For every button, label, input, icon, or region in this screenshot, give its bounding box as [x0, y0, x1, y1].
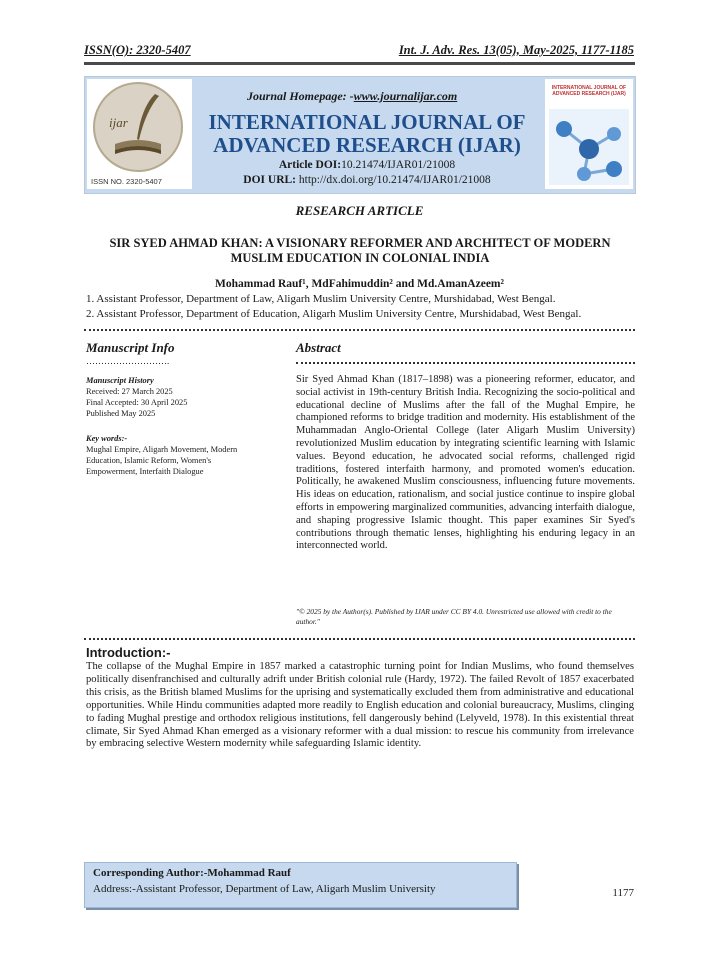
keywords-block	[86, 433, 261, 477]
published-date: Published May 2025	[86, 409, 156, 418]
doi-url	[197, 174, 537, 186]
abstract-divider	[296, 362, 635, 364]
introduction-text: The collapse of the Mughal Empire in 1857 marked a catastrophic turning point for Indian Muslims, who found themselves politically disenfranchised and culturally adrift under British colonial rule (Hardy, 1972). The failed Revolt of 1857 exacerbated this crisis, as the British blamed Muslims for the uprising and systematically excluded them from administrative and educational opportunities. While Hindu communities adapted more readily to English education and colonial bureaucracy, Muslims, clinging to fading Mughal prestige and orthodox religious institutions, fell dangerously behind (Lelyveld, 1978). In this existential threat climate, Sir Syed Ahmad Khan emerged as a visionary reformer with a dual mission: to rescue his community from irrelevance by embracing selective Western modernity while safeguarding Islamic identity.	[86, 661, 634, 750]
journal-homepage	[247, 89, 457, 104]
corresponding-author-label: Corresponding Author:-Mohammad Rauf	[93, 867, 291, 879]
divider-dotted	[84, 329, 635, 331]
affiliation-1: 1. Assistant Professor, Department of Law, Aligarh Muslim University Centre, Murshidabad, West Bengal.	[86, 293, 556, 305]
license-note: "© 2025 by the Author(s). Published by IJAR under CC BY 4.0. Unrestricted use allowed with credit to the author."	[296, 607, 612, 626]
final-accepted-date: Final Accepted: 30 April 2025	[86, 398, 188, 407]
logo-emblem	[93, 82, 183, 172]
journal-title: INTERNATIONAL JOURNAL OF ADVANCED RESEARCH (IJAR)	[208, 110, 526, 157]
history-label: Manuscript History	[86, 376, 154, 385]
keywords-text: Mughal Empire, Aligarh Movement, Modern Education, Islamic Reform, Women's Empowerment, Interfaith Dialogue	[86, 445, 238, 476]
manuscript-info-heading: Manuscript Info	[86, 340, 175, 355]
doi-value: 10.21474/IJAR01/21008	[341, 159, 456, 171]
logo-text: ijar	[109, 115, 128, 130]
article-doi	[197, 159, 537, 171]
introduction-heading: Introduction:-	[86, 645, 171, 660]
journal-banner	[84, 76, 636, 194]
article-type-label: RESEARCH ARTICLE	[295, 203, 424, 218]
quill-book-icon	[95, 84, 181, 170]
cover-title: INTERNATIONAL JOURNAL OF ADVANCED RESEARCH (IJAR)	[551, 85, 627, 97]
manuscript-info-dots: ……………………….	[86, 356, 170, 366]
divider-dotted-2	[84, 638, 635, 640]
doi-url-label: DOI URL:	[243, 174, 297, 186]
journal-cover-thumbnail	[545, 79, 633, 189]
abstract-text: Sir Syed Ahmad Khan (1817–1898) was a pioneering reformer, educator, and social activist in 19th-century British India. Recognizing the socio-political and educational decline of Muslims after the fall of the Mughal Empire, he championed reforms to bridge tradition and modernity. His establishment of the Muhammadan Anglo-Oriental College (later Aligarh Muslim University) revolutionized Muslim education by integrating scientific learning with Islamic values. Beyond education, he advocated social reforms, challenged rigid traditions, fostered interfaith harmony, and promoted women's education. Politically, he awakened Muslim consciousness, influencing future movements. His ideas on education, rationalism, and social justice continue to inspire global efforts in empowering marginalized communities, advancing interfaith dialogue, and shaping progressive Islamic thought. This paper examines Sir Syed's contributions through thematic lenses, highlighting his enduring legacy in an interconnected world.	[296, 374, 635, 552]
header-rule	[84, 62, 635, 65]
page-number: 1177	[612, 887, 634, 899]
affiliation-2: 2. Assistant Professor, Department of Education, Aligarh Muslim University Centre, Murshidabad, West Bengal.	[86, 308, 582, 320]
corresponding-author-box	[84, 862, 517, 908]
authors: Mohammad Rauf¹, MdFahimuddin² and Md.AmanAzeem²	[215, 278, 504, 290]
received-date: Received: 27 March 2025	[86, 387, 173, 396]
issn-header: ISSN(O): 2320-5407	[84, 43, 191, 57]
molecule-icon	[549, 109, 629, 185]
doi-label: Article DOI:	[278, 159, 342, 171]
issn-small: ISSN NO. 2320-5407	[91, 177, 162, 186]
citation-header: Int. J. Adv. Res. 13(05), May-2025, 1177-1185	[398, 43, 634, 57]
homepage-link[interactable]: www.journalijar.com	[353, 89, 458, 103]
paper-title: SIR SYED AHMAD KHAN: A VISIONARY REFORMER AND ARCHITECT OF MODERN MUSLIM EDUCATION IN COLONIAL INDIA	[109, 236, 611, 265]
abstract-heading: Abstract	[296, 340, 341, 355]
corresponding-author-address: Address:-Assistant Professor, Department of Law, Aligarh Muslim University	[93, 883, 436, 895]
journal-logo	[87, 79, 192, 189]
homepage-label: Journal Homepage: -	[247, 89, 354, 103]
doi-url-link[interactable]: http://dx.doi.org/10.21474/IJAR01/21008	[298, 174, 491, 186]
manuscript-history	[86, 375, 261, 419]
keywords-label: Key words:-	[86, 434, 128, 443]
